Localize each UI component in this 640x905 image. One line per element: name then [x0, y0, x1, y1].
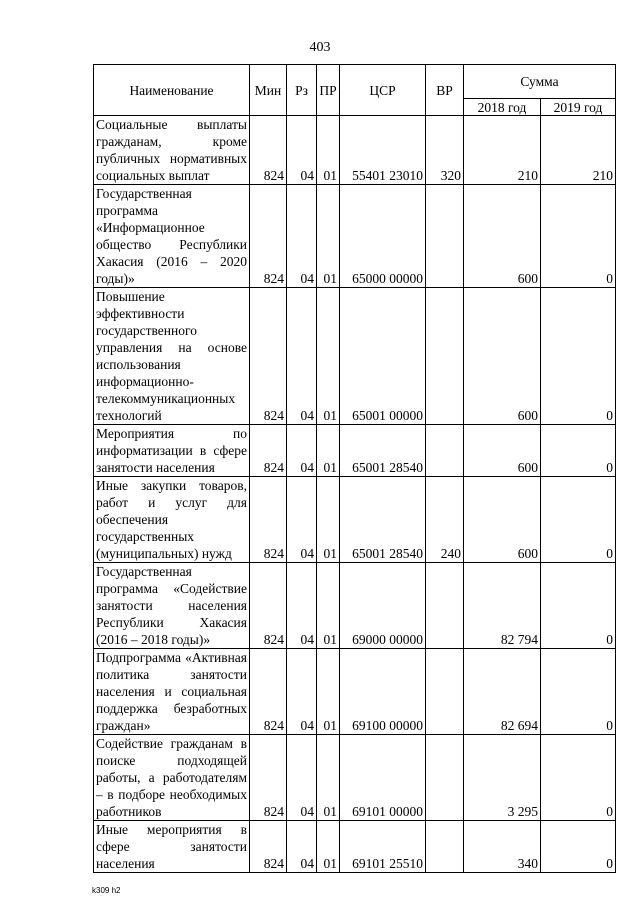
name-cell: Содействие гражданам в поиске подходящей работы, а работодателям – в подборе необходимых работников: [94, 735, 250, 821]
min-cell: 824: [250, 821, 287, 873]
min-cell: 824: [250, 288, 287, 425]
rz-cell: 04: [287, 563, 317, 649]
name-cell: Государственная программа «Содействие занятости населения Республики Хакасия (2016 – 2018 годы)»: [94, 563, 250, 649]
vr-cell: [426, 735, 464, 821]
amount-2019-cell: 0: [541, 185, 616, 288]
header-2019: 2019 год: [541, 99, 616, 116]
pr-cell: 01: [317, 649, 340, 735]
table-row: [94, 563, 616, 649]
amount-2018-cell: 82 794: [464, 563, 541, 649]
header-vr: ВР: [426, 65, 464, 116]
table-row: [94, 116, 616, 185]
page-number: 403: [309, 40, 331, 55]
min-cell: 824: [250, 425, 287, 477]
pr-cell: 01: [317, 425, 340, 477]
csr-cell: 55401 23010: [340, 116, 426, 185]
table-row: [94, 288, 616, 425]
vr-cell: 320: [426, 116, 464, 185]
table-row: [94, 425, 616, 477]
vr-cell: [426, 821, 464, 873]
vr-cell: [426, 425, 464, 477]
budget-table: [93, 64, 616, 873]
header-name: Наименование: [94, 65, 250, 116]
header-rz: Рз: [287, 65, 317, 116]
csr-cell: 65001 28540: [340, 477, 426, 563]
rz-cell: 04: [287, 477, 317, 563]
rz-cell: 04: [287, 735, 317, 821]
min-cell: 824: [250, 185, 287, 288]
header-sum: Сумма: [464, 65, 616, 99]
rz-cell: 04: [287, 185, 317, 288]
name-cell: Мероприятия по информатизации в сфере занятости населения: [94, 425, 250, 477]
pr-cell: 01: [317, 288, 340, 425]
table-row: [94, 477, 616, 563]
csr-cell: 69101 25510: [340, 821, 426, 873]
min-cell: 824: [250, 735, 287, 821]
csr-cell: 69000 00000: [340, 563, 426, 649]
min-cell: 824: [250, 477, 287, 563]
table-row: [94, 185, 616, 288]
amount-2018-cell: 210: [464, 116, 541, 185]
pr-cell: 01: [317, 477, 340, 563]
header-csr: ЦСР: [340, 65, 426, 116]
vr-cell: 240: [426, 477, 464, 563]
vr-cell: [426, 563, 464, 649]
pr-cell: 01: [317, 735, 340, 821]
pr-cell: 01: [317, 821, 340, 873]
amount-2018-cell: 600: [464, 477, 541, 563]
vr-cell: [426, 185, 464, 288]
amount-2019-cell: 210: [541, 116, 616, 185]
min-cell: 824: [250, 116, 287, 185]
header-row: [94, 65, 616, 99]
rz-cell: 04: [287, 649, 317, 735]
csr-cell: 65001 28540: [340, 425, 426, 477]
vr-cell: [426, 649, 464, 735]
name-cell: Повышение эффективности государственного управления на основе использования информационно-телекоммуникационных технологий: [94, 288, 250, 425]
name-cell: Подпрограмма «Активная политика занятости населения и социальная поддержка безработных граждан»: [94, 649, 250, 735]
header-pr: ПР: [317, 65, 340, 116]
min-cell: 824: [250, 563, 287, 649]
amount-2019-cell: 0: [541, 288, 616, 425]
rz-cell: 04: [287, 821, 317, 873]
amount-2018-cell: 82 694: [464, 649, 541, 735]
csr-cell: 65001 00000: [340, 288, 426, 425]
amount-2019-cell: 0: [541, 477, 616, 563]
table-row: [94, 735, 616, 821]
amount-2018-cell: 3 295: [464, 735, 541, 821]
name-cell: Социальные выплаты гражданам, кроме публичных нормативных социальных выплат: [94, 116, 250, 185]
amount-2018-cell: 600: [464, 185, 541, 288]
amount-2019-cell: 0: [541, 649, 616, 735]
rz-cell: 04: [287, 288, 317, 425]
amount-2018-cell: 600: [464, 425, 541, 477]
pr-cell: 01: [317, 116, 340, 185]
amount-2018-cell: 600: [464, 288, 541, 425]
header-2018: 2018 год: [464, 99, 541, 116]
footer-code: k309 h2: [92, 886, 121, 895]
rz-cell: 04: [287, 425, 317, 477]
csr-cell: 69100 00000: [340, 649, 426, 735]
min-cell: 824: [250, 649, 287, 735]
pr-cell: 01: [317, 563, 340, 649]
table-row: [94, 649, 616, 735]
name-cell: Государственная программа «Информационное общество Республики Хакасия (2016 – 2020 годы)»: [94, 185, 250, 288]
amount-2019-cell: 0: [541, 425, 616, 477]
amount-2019-cell: 0: [541, 563, 616, 649]
rz-cell: 04: [287, 116, 317, 185]
table-row: [94, 821, 616, 873]
name-cell: Иные мероприятия в сфере занятости населения: [94, 821, 250, 873]
vr-cell: [426, 288, 464, 425]
header-min: Мин: [250, 65, 287, 116]
csr-cell: 69101 00000: [340, 735, 426, 821]
csr-cell: 65000 00000: [340, 185, 426, 288]
amount-2019-cell: 0: [541, 735, 616, 821]
name-cell: Иные закупки товаров, работ и услуг для обеспечения государственных (муниципальных) нужд: [94, 477, 250, 563]
amount-2019-cell: 0: [541, 821, 616, 873]
amount-2018-cell: 340: [464, 821, 541, 873]
pr-cell: 01: [317, 185, 340, 288]
